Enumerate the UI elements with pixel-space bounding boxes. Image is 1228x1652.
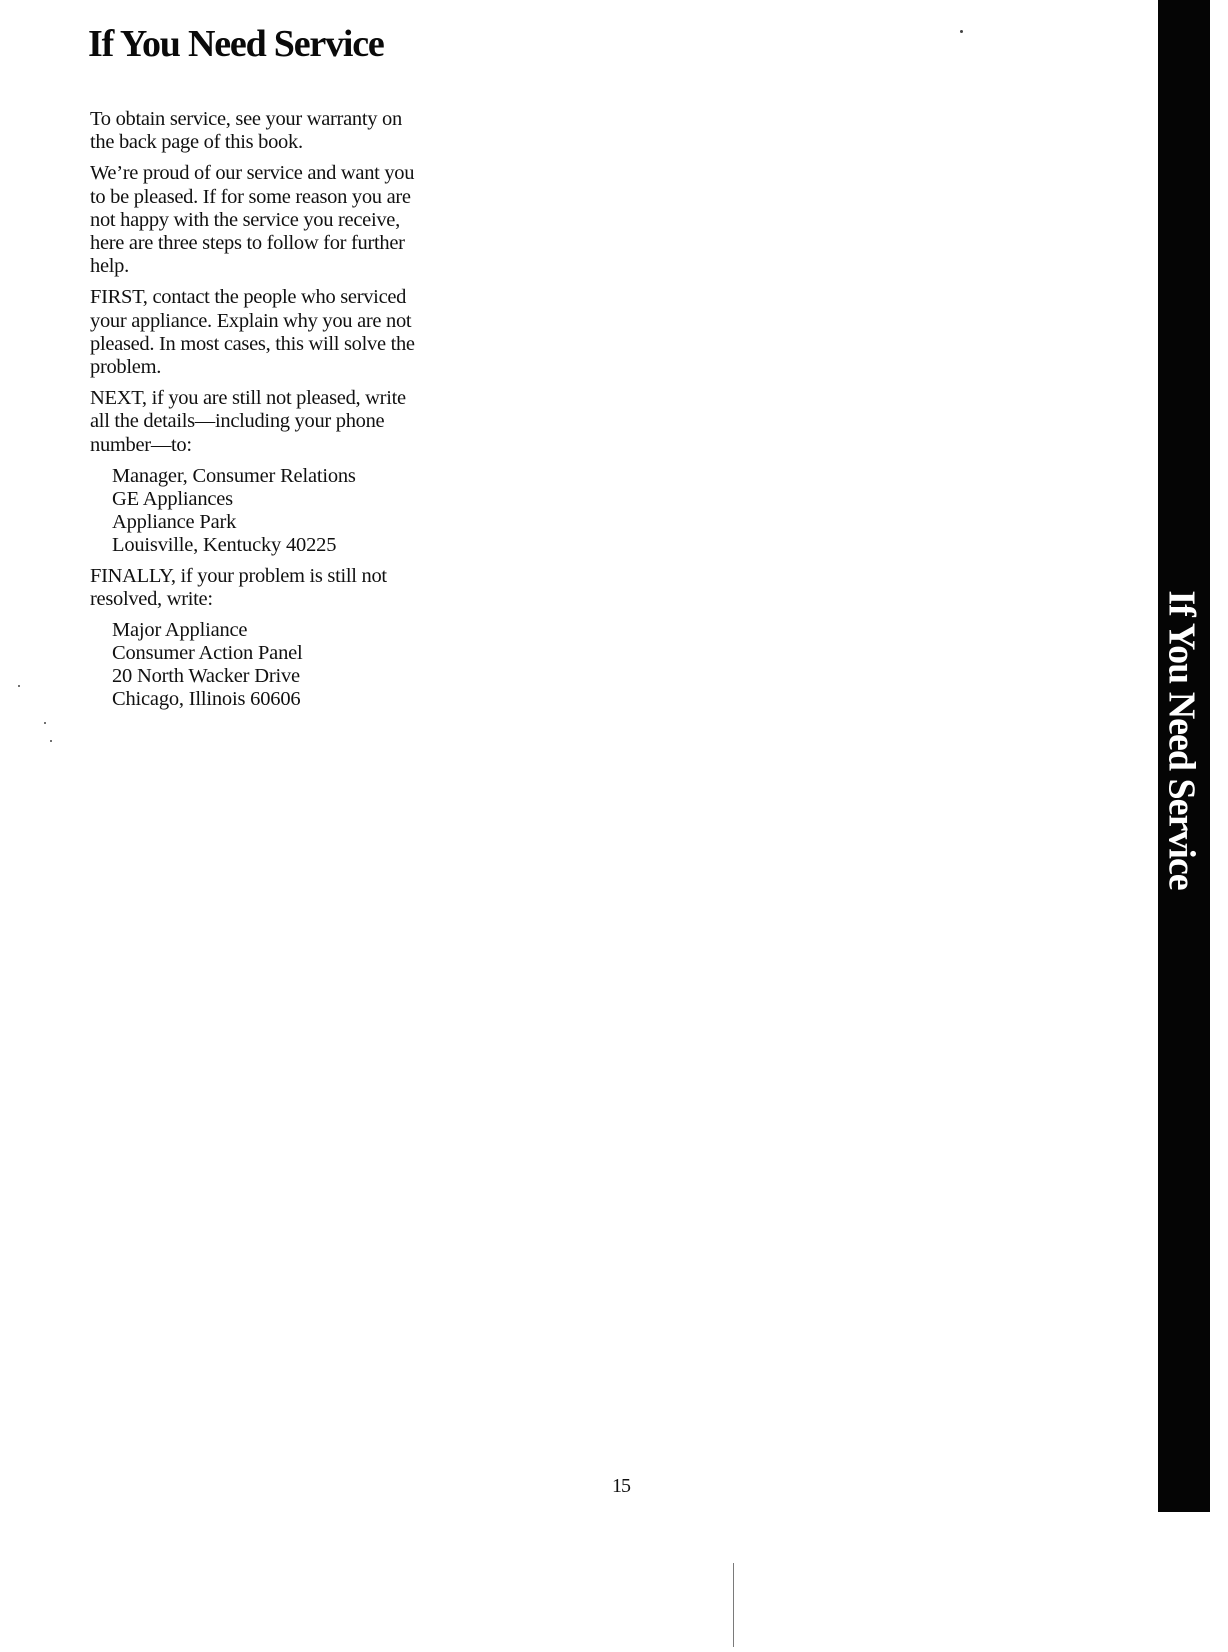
address-line: Consumer Action Panel — [112, 642, 303, 665]
address-line: Appliance Park — [112, 510, 237, 533]
scan-speck — [50, 740, 52, 742]
paragraph-first-step: FIRST, contact the people who serviced your appliance. Explain why you are not pleased. In most cases, this will solve the problem. — [90, 286, 415, 379]
scan-speck — [960, 30, 963, 33]
scan-speck — [44, 722, 46, 724]
address-consumer-relations — [112, 465, 420, 557]
fold-line — [733, 1563, 734, 1647]
paragraph-warranty: To obtain service, see your warranty on the back page of this book. — [90, 108, 402, 154]
address-line: 20 North Wacker Drive — [112, 665, 300, 688]
page-number: 15 — [612, 1475, 630, 1497]
address-line: Major Appliance — [112, 619, 248, 642]
paragraph-service-pride: We’re proud of our service and want you to be pleased. If for some reason you are not happy with the service you receive, here are three steps to follow for further help. — [90, 162, 415, 278]
page-title: If You Need Service — [88, 23, 384, 65]
scan-speck — [18, 685, 20, 687]
body-column — [90, 108, 420, 719]
address-line: Louisville, Kentucky 40225 — [112, 533, 337, 556]
section-tab-label: If You Need Service — [1161, 590, 1203, 890]
paragraph-next-step: NEXT, if you are still not pleased, write all the details—including your phone number—to: — [90, 387, 406, 456]
section-tab-label-wrap — [1162, 580, 1202, 900]
address-consumer-action-panel — [112, 619, 420, 711]
address-line: GE Appliances — [112, 487, 233, 510]
paragraph-finally-step: FINALLY, if your problem is still not resolved, write: — [90, 564, 387, 611]
address-line: Chicago, Illinois 60606 — [112, 688, 301, 711]
address-line: Manager, Consumer Relations — [112, 464, 356, 487]
